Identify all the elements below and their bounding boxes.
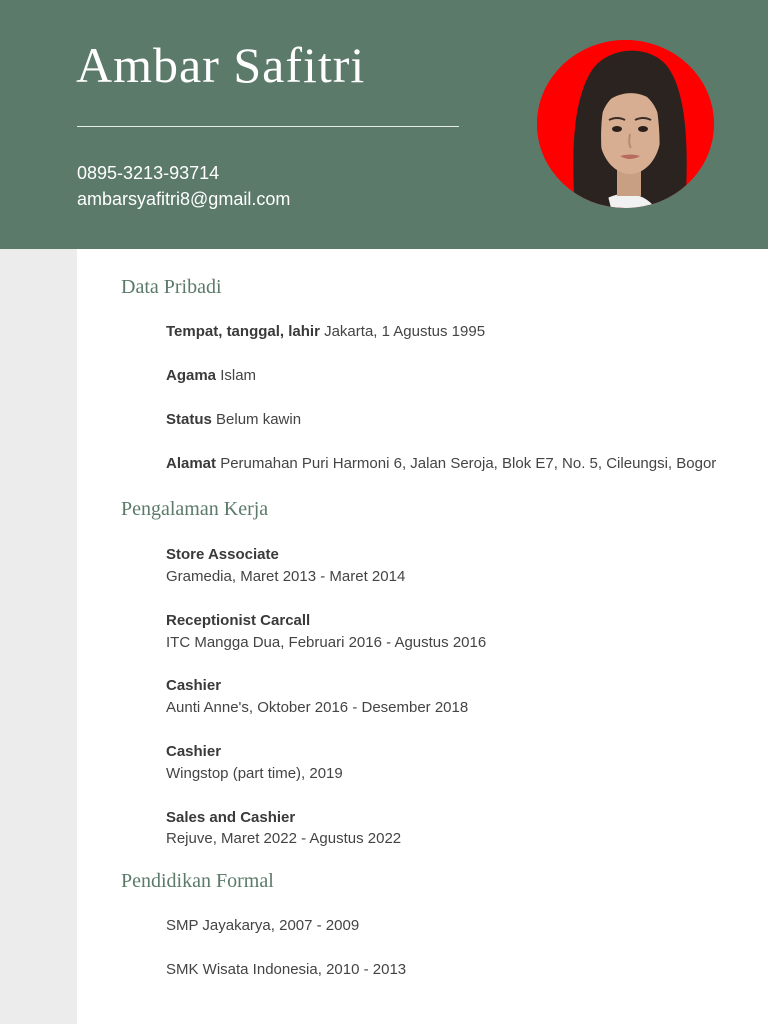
job-role: Store Associate bbox=[166, 546, 279, 563]
job-detail: Wingstop (part time), 2019 bbox=[166, 765, 343, 782]
education-item: SMK Wisata Indonesia, 2010 - 2013 bbox=[166, 961, 407, 978]
left-sidebar-strip bbox=[0, 249, 77, 1024]
personal-label: Agama bbox=[166, 367, 217, 384]
job-role: Cashier bbox=[166, 677, 222, 694]
personal-item bbox=[166, 455, 716, 472]
personal-value: Belum kawin bbox=[216, 411, 302, 428]
personal-item bbox=[166, 323, 485, 340]
personal-value: Perumahan Puri Harmoni 6, Jalan Seroja, Blok E7, No. 5, Cileungsi, Bogor bbox=[220, 455, 717, 472]
education-item: SMP Jayakarya, 2007 - 2009 bbox=[166, 917, 360, 934]
section-title-education: Pendidikan Formal bbox=[121, 870, 274, 892]
email-address: ambarsyafitri8@gmail.com bbox=[77, 189, 291, 209]
job-role: Cashier bbox=[166, 743, 222, 760]
phone-number: 0895-3213-93714 bbox=[77, 163, 220, 183]
personal-item bbox=[166, 411, 301, 428]
job-detail: ITC Mangga Dua, Februari 2016 - Agustus 2016 bbox=[166, 634, 487, 651]
job-role: Sales and Cashier bbox=[166, 809, 296, 826]
profile-photo bbox=[537, 40, 714, 208]
personal-label: Tempat, tanggal, lahir bbox=[166, 323, 320, 340]
personal-value: Jakarta, 1 Agustus 1995 bbox=[324, 323, 486, 340]
personal-value: Islam bbox=[220, 367, 257, 384]
personal-item bbox=[166, 367, 256, 384]
job-detail: Gramedia, Maret 2013 - Maret 2014 bbox=[166, 568, 406, 585]
profile-photo-illustration bbox=[537, 40, 714, 208]
section-title-experience: Pengalaman Kerja bbox=[121, 498, 269, 520]
candidate-name: Ambar Safitri bbox=[76, 37, 366, 93]
personal-label: Status bbox=[166, 411, 212, 428]
job-detail: Aunti Anne's, Oktober 2016 - Desember 2018 bbox=[166, 699, 469, 716]
job-role: Receptionist Carcall bbox=[166, 612, 311, 629]
header-banner bbox=[0, 0, 768, 249]
job-detail: Rejuve, Maret 2022 - Agustus 2022 bbox=[166, 830, 402, 847]
section-title-personal: Data Pribadi bbox=[121, 276, 222, 298]
personal-label: Alamat bbox=[166, 455, 217, 472]
header-divider bbox=[77, 126, 459, 127]
